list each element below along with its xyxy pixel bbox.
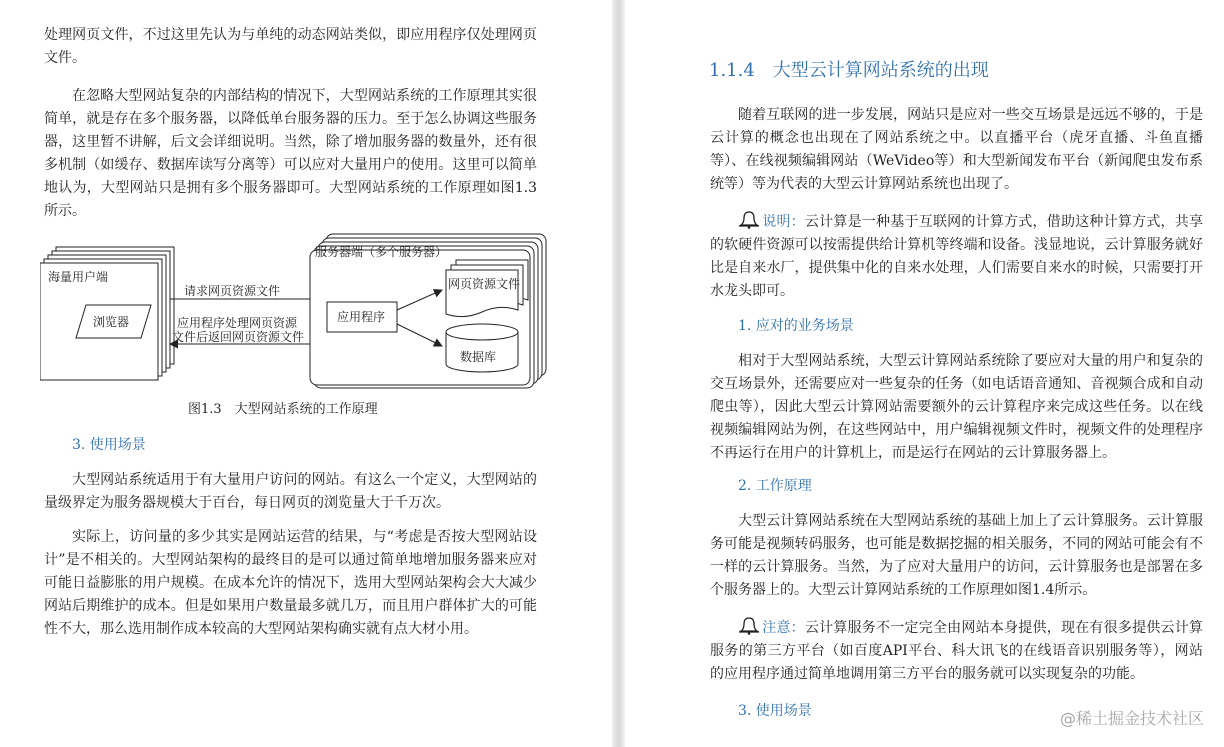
paragraph-principle: 在忽略大型网站复杂的内部结构的情况下，大型网站系统的工作原理其实很简单，就是存在多个服务器，以降低单台服务器的压力。至于怎么协调这些服务器，这里暂不讲解，后文会详细说明。当然，除了增加服务器的数量外，还有很多机制（如缓存、数据库读写分离等）可以应对大量用户的使用。这里可以简单地认为，大型网站只是拥有多个服务器即可。大型网站系统的工作原理如图1.3所示。 <box>44 88 537 219</box>
paragraph-usage: 大型网站系统适用于有大量用户访问的网站。有这么一个定义，大型网站的量级界定为服务器规模大于百台，每日网页的浏览量大于千万次。 <box>44 472 537 511</box>
right-page <box>625 0 1224 747</box>
database-cylinder <box>446 324 518 372</box>
paragraph-continued: 处理网页文件，不过这里先认为与单纯的动态网站类似，即应用程序仅处理网页文件。 <box>44 27 537 66</box>
request-label: 请求网页资源文件 <box>184 284 281 298</box>
app-label: 应用程序 <box>337 310 386 324</box>
server-group-label: 服务器端（多个服务器） <box>315 245 448 259</box>
bell-icon <box>738 211 760 229</box>
page-gutter <box>612 0 625 747</box>
note1-label: 说明： <box>762 214 805 230</box>
note1-text: 云计算是一种基于互联网的计算方式，借助这种计算方式，共享的软硬件资源可以按需提供给计算机等终端和设备。浅显地说，云计算服务就好比是自来水厂，提供集中化的自来水处理，人们需要自来水的时候，只需要打开水龙头即可。 <box>710 214 1204 299</box>
note-warning <box>710 617 1203 686</box>
usage-heading-right: 3. 使用场景 <box>738 703 812 719</box>
figure-caption: 图1.3 大型网站系统的工作原理 <box>188 402 378 417</box>
principle-heading: 2. 工作原理 <box>738 478 812 494</box>
paragraph-business: 相对于大型网站系统，大型云计算网站系统除了要应对大量的用户和复杂的交互场景外，还需要应对一些复杂的任务（如电话语音通知、音视频合成和自动爬虫等），因此大型云计算网站需要额外的云计算程序来完成这些任务。以在线视频编辑网站为例，在这些网站中，用户编辑视频文件时，视频文件的处理程序不再运行在用户的计算机上，而是运行在网站的云计算服务器上。 <box>710 353 1203 461</box>
watermark: @稀土掘金技术社区 <box>1059 709 1204 728</box>
paragraph-reality: 实际上，访问量的多少其实是网站运营的结果，与“考虑是否按大型网站设计”是不相关的。大型网站架构的最终目的是可以通过简单地增加服务器来应对可能日益膨胀的用户规模。在成本允许的情况下，选用大型网站架构会大大减少网站后期维护的成本。但是如果用户数量最多就几万，而且用户群体扩大的可能性不大，那么选用制作成本较高的大型网站架构确实就有点大材小用。 <box>44 529 537 637</box>
architecture-diagram <box>40 232 552 392</box>
bell-icon <box>738 617 760 635</box>
usage-heading: 3. 使用场景 <box>72 437 146 453</box>
response-label-1: 应用程序处理网页资源 <box>177 316 298 330</box>
files-label: 网页资源文件 <box>448 277 521 291</box>
note2-label: 注意： <box>762 620 805 636</box>
client-group-label: 海量用户端 <box>48 270 109 284</box>
note2-text: 云计算服务不一定完全由网站本身提供，现在有很多提供云计算服务的第三方平台（如百度API平台、科大讯飞的在线语音识别服务等），网站的应用程序通过简单地调用第三方平台的服务就可以实现复杂的功能。 <box>710 620 1204 682</box>
paragraph-intro: 随着互联网的进一步发展，网站只是应对一些交互场景是远远不够的，于是云计算的概念也出现在了网站系统之中。以直播平台（虎牙直播、斗鱼直播等）、在线视频编辑网站（WeVideo等）和大型新闻发布平台（新闻爬虫发布系统等）等为代表的大型云计算网站系统也出现了。 <box>710 107 1203 192</box>
business-heading: 1. 应对的业务场景 <box>738 318 854 334</box>
paragraph-cloud-principle: 大型云计算网站系统在大型网站系统的基础上加上了云计算服务。云计算服务可能是视频转码服务，也可能是数据挖掘的相关服务，不同的网站可能会有不一样的云计算服务。当然，为了应对大量用户的访问，云计算服务也是部署在多个服务器上的。大型云计算网站系统的工作原理如图1.4所示。 <box>710 513 1203 598</box>
section-title: 1.1.4 大型云计算网站系统的出现 <box>709 60 989 81</box>
response-label-2: 文件后返回网页资源文件 <box>172 330 305 344</box>
browser-label: 浏览器 <box>93 315 130 329</box>
database-label: 数据库 <box>460 350 497 364</box>
note-explanation <box>710 211 1203 303</box>
